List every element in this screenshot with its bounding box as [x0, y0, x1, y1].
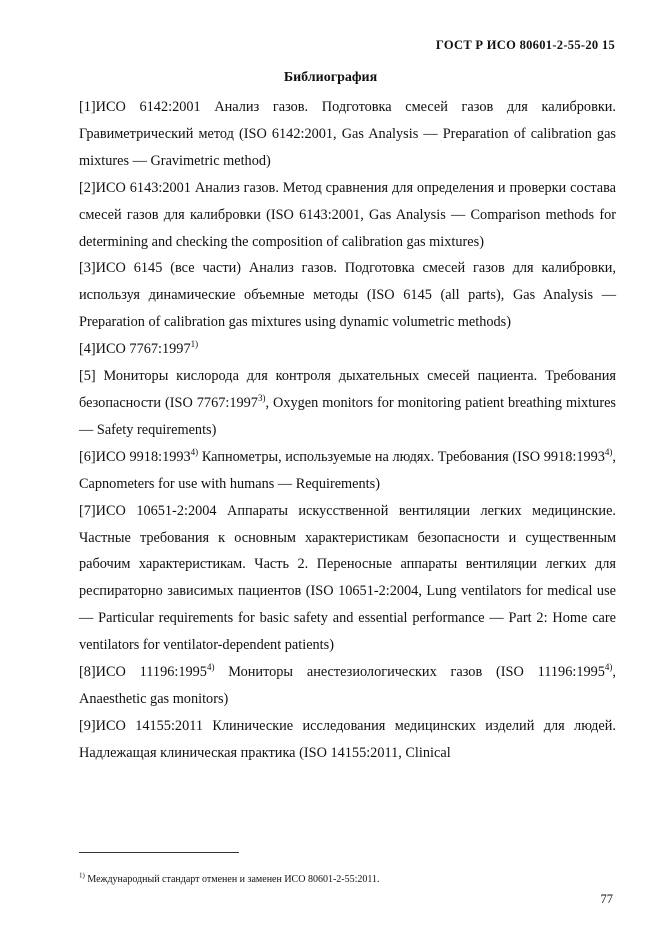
- bib-entry-8: [8]ИСО 11196:1995$^{4)}$ Мониторы анестезиологических газов (ISO 11196:1995$^{4)}$, Anaesthetic gas monitors): [79, 662, 616, 707]
- bib-entry-3: [3]ИСО 6145 (все части) Анализ газов. Подготовка смесей газов для калибровки, используя динамические объемные методы (ISO 6145 (all parts), Gas Analysis — Preparation of calibration gas mixtures using dynamic volumetric methods): [79, 260, 616, 331]
- bib-entry-5: [5] Мониторы кислорода для контроля дыхательных смесей пациента. Требования безопасности (ISO 7767:1997$^{3)}$, Oxygen monitors for monitoring patient breathing mixtures — Safety requirements): [79, 368, 616, 438]
- bib-entry-9: [9]ИСО 14155:2011 Клинические исследования медицинских изделий для людей. Надлежащая клиническая практика (ISO 14155:2011, Clinical: [79, 717, 616, 761]
- document-id-header: ГОСТ Р ИСО 80601-2-55-20 15: [435, 38, 615, 52]
- footnote-ref: 1): [190, 339, 199, 350]
- footnote-ref: 4): [190, 447, 199, 458]
- bib-entry-7: [7]ИСО 10651-2:2004 Аппараты искусственной вентиляции легких медицинские. Частные требования к основным характеристикам безопасности и существенным рабочим характеристикам. Часть 2. Переносные аппараты вентиляции легких для респираторно зависимых пациентов (ISO 10651-2:2004, Lung ventilators for medical use — Particular requirements for basic safety and essential performance — Part 2: Home care ventilators for ventilator-dependent patients): [79, 502, 616, 654]
- footnote-ref: 4): [206, 662, 215, 673]
- bib-entry-4: [4]ИСО 7767:1997$^{1)}$: [79, 339, 199, 358]
- bibliography-title: Библиография: [283, 70, 378, 85]
- footnote-ref: 3): [257, 393, 266, 404]
- footnote-ref: 4): [604, 662, 613, 673]
- bib-entry-1: [1]ИСО 6142:2001 Анализ газов. Подготовка смесей газов для калибровки. Гравиметрический метод (ISO 6142:2001, Gas Analysis — Preparation of calibration gas mixtures — Gravimetric method): [79, 99, 616, 169]
- footnote: $^{1)}$ Международный стандарт отменен и заменен ИСО 80601-2-55:2011.: [79, 871, 380, 885]
- footnote-ref: 4): [604, 447, 613, 458]
- bibliography-list: [79, 94, 616, 767]
- page-number: 77: [600, 892, 613, 906]
- bib-entry-2: [2]ИСО 6143:2001 Анализ газов. Метод сравнения для определения и проверки состава смесей газов для калибровки (ISO 6143:2001, Gas Analysis — Comparison methods for determining and checking the composition of calibration gas mixtures): [79, 179, 616, 250]
- bib-entry-6: [6]ИСО 9918:1993$^{4)}$ Капнометры, используемые на людях. Требования (ISO 9918:1993$^{4)}$, Capnometers for use with humans — Requirements): [79, 447, 616, 492]
- footnote-divider: [79, 852, 239, 853]
